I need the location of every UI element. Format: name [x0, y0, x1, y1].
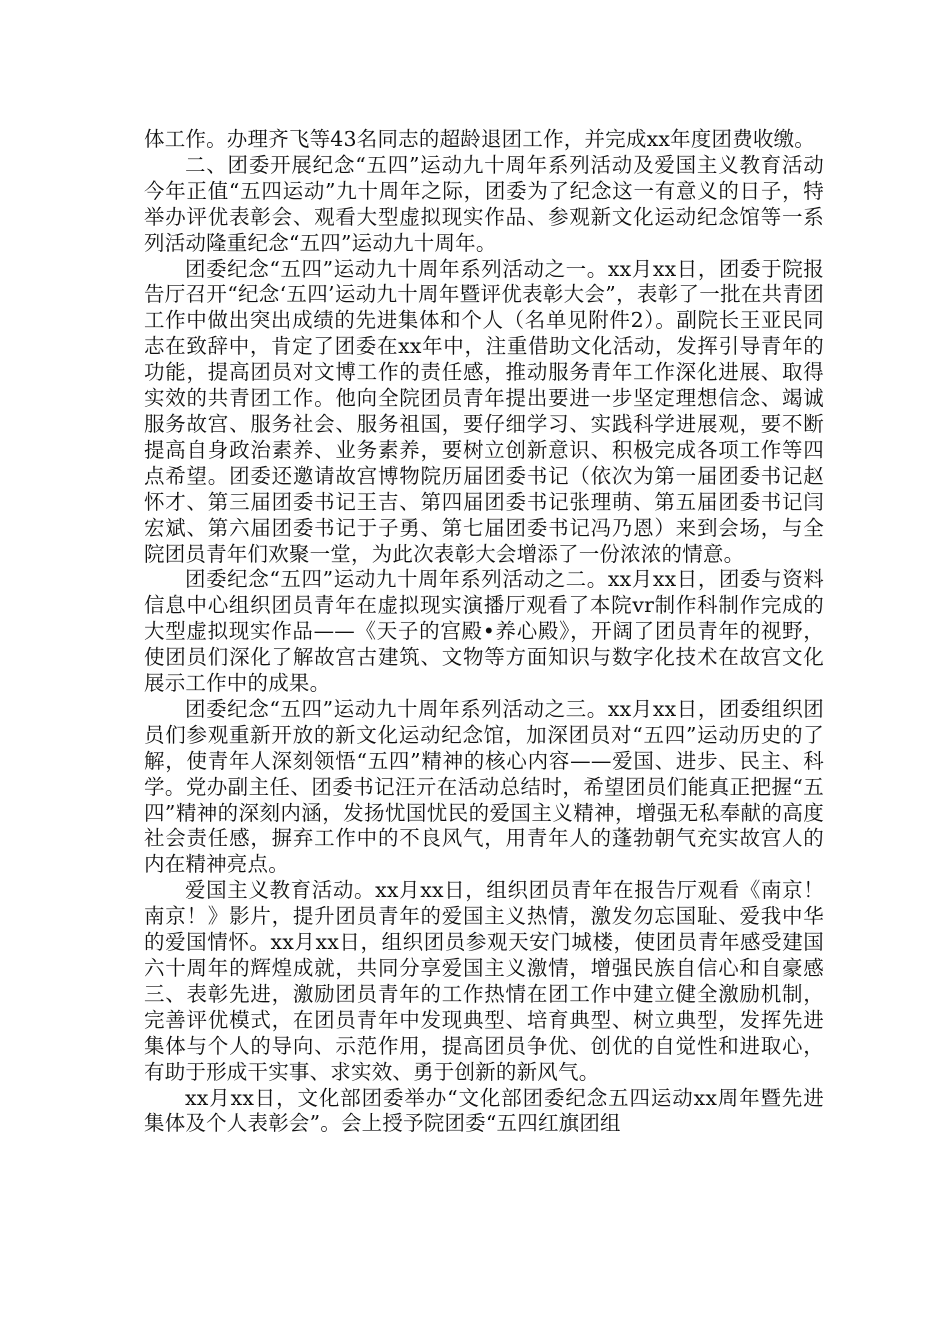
paragraph-activity-three: 团委纪念“五四”运动九十周年系列活动之三。xx月xx日，团委组织团员们参观重新开放的新文化运动纪念馆，加深团员对“五四”运动历史的了解，使青年人深刻领悟“五四”精神的核心内容——爱国、进步、民主、科学。党办副主任、团委书记汪亓在活动总结时，希望团员们能真正把握“五四”精神的深刻内涵，发扬忧国忧民的爱国主义精神，增强无私奉献的高度社会责任感，摒弃工作中的不良风气，用青年人的蓬勃朝气充实故宫人的内在精神亮点。	[144, 696, 824, 877]
paragraph-patriotic-education: 爱国主义教育活动。xx月xx日，组织团员青年在报告厅观看《南京！南京！》影片，提升团员青年的爱国主义热情，激发勿忘国耻、爱我中华的爱国情怀。xx月xx日，组织团员参观天安门城楼，使团员青年感受建国六十周年的辉煌成就，共同分享爱国主义激情，增强民族自信心和自豪感 三、表彰先进，激励团员青年的工作热情在团工作中建立健全激励机制，完善评优模式，在团员青年中发现典型、培育典型、树立典型，发挥先进集体与个人的导向、示范作用，提高团员争优、创优的自觉性和进取心，有助于形成干实事、求实效、勇于创新的新风气。	[144, 878, 824, 1084]
paragraph-activity-two: 团委纪念“五四”运动九十周年系列活动之二。xx月xx日，团委与资料信息中心组织团员青年在虚拟现实演播厅观看了本院vr制作科制作完成的大型虚拟现实作品——《天子的宫殿•养心殿》，开阔了团员青年的视野，使团员们深化了解故宫古建筑、文物等方面知识与数字化技术在故宫文化展示工作中的成果。	[144, 567, 824, 696]
document-body	[144, 127, 824, 1137]
paragraph-activity-one: 团委纪念“五四”运动九十周年系列活动之一。xx月xx日，团委于院报告厅召开“纪念‘五四’运动九十周年暨评优表彰大会”，表彰了一批在共青团工作中做出突出成绩的先进集体和个人（名单见附件2）。副院长王亚民同志在致辞中，肯定了团委在xx年中，注重借助文化活动，发挥引导青年的功能，提高团员对文博工作的责任感，推动服务青年工作深化进展、取得实效的共青团工作。他向全院团员青年提出要进一步坚定理想信念、竭诚服务故宫、服务社会、服务祖国，要仔细学习、实践科学进展观，要不断提高自身政治素养、业务素养，要树立创新意识、积极完成各项工作等四点希望。团委还邀请故宫博物院历届团委书记（依次为第一届团委书记赵怀才、第三届团委书记王吉、第四届团委书记张理萌、第五届团委书记闫宏斌、第六届团委书记于子勇、第七届团委书记冯乃恩）来到会场，与全院团员青年们欢聚一堂，为此次表彰大会增添了一份浓浓的情意。	[144, 256, 824, 566]
paragraph-commendation: xx月xx日，文化部团委举办“文化部团委纪念五四运动xx周年暨先进集体及个人表彰会”。会上授予院团委“五四红旗团组	[144, 1085, 824, 1136]
paragraph-continuation: 体工作。办理齐飞等43名同志的超龄退团工作，并完成xx年度团费收缴。	[144, 127, 816, 151]
paragraph-section-two: 二、团委开展纪念“五四”运动九十周年系列活动及爱国主义教育活动 今年正值“五四运动”九十周年之际，团委为了纪念这一有意义的日子，特举办评优表彰会、观看大型虚拟现实作品、参观新文化运动纪念馆等一系列活动隆重纪念“五四”运动九十周年。	[144, 152, 824, 255]
